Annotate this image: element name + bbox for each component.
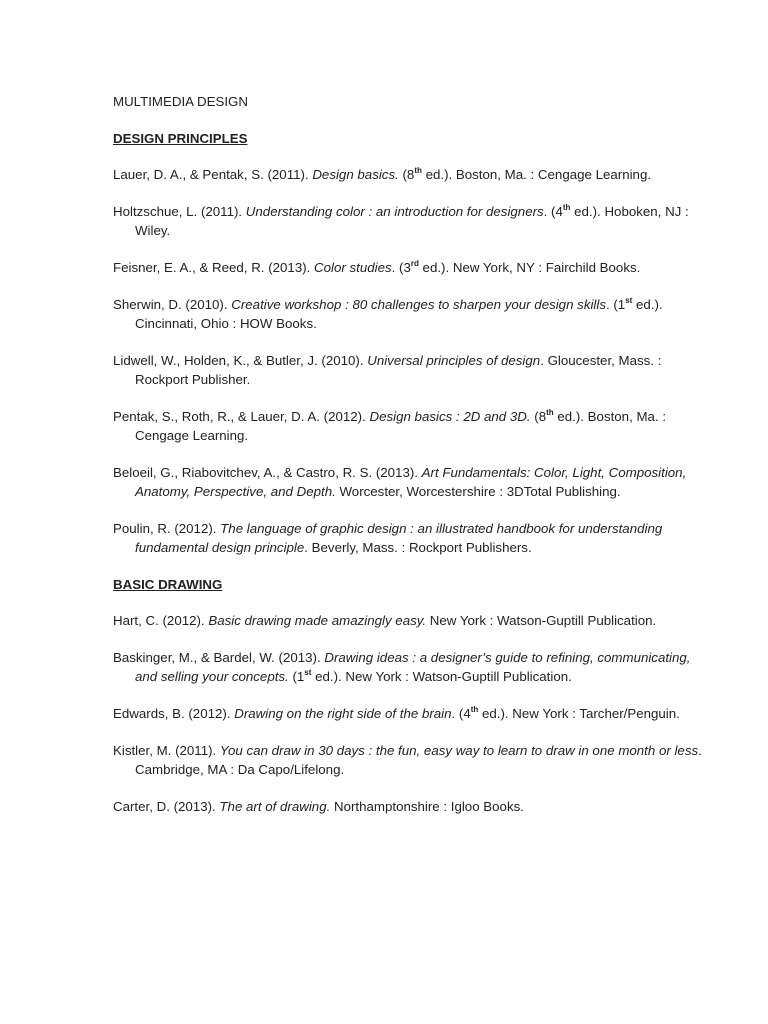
- reference-title: Universal principles of design: [367, 353, 541, 368]
- section-design-principles: [113, 129, 713, 557]
- reference-authors: Feisner, E. A., & Reed, R. (2013).: [113, 260, 315, 275]
- reference-authors: Beloeil, G., Riabovitchev, A., & Castro, R. S. (2013).: [113, 465, 422, 480]
- reference-entry: [113, 202, 713, 240]
- reference-title: Creative workshop : 80 challenges to sharpen your design skills: [231, 297, 606, 312]
- reference-publisher: ed.). New York : Tarcher/Penguin.: [478, 706, 680, 721]
- reference-title: Understanding color : an introduction for designers: [245, 204, 544, 219]
- reference-details: (8: [530, 409, 547, 424]
- reference-list: [113, 165, 713, 557]
- reference-publisher: ed.). New York, NY : Fairchild Books.: [418, 260, 641, 275]
- reference-details: Northamptonshire : Igloo Books.: [330, 799, 524, 814]
- reference-entry: [113, 165, 713, 184]
- edition-superscript: th: [470, 705, 479, 714]
- reference-authors: Lauer, D. A., & Pentak, S. (2011).: [113, 167, 313, 182]
- reference-entry: [113, 797, 713, 816]
- reference-publisher: ed.). New York : Watson-Guptill Publication.: [311, 669, 572, 684]
- reference-authors: Kistler, M. (2011).: [113, 743, 220, 758]
- reference-authors: Edwards, B. (2012).: [113, 706, 235, 721]
- reference-details: . Cambridge, MA : Da Capo/Lifelong.: [135, 743, 702, 777]
- document-title: MULTIMEDIA DESIGN: [113, 94, 248, 109]
- reference-authors: Sherwin, D. (2010).: [113, 297, 232, 312]
- reference-details: . Gloucester, Mass. : Rockport Publisher.: [135, 353, 662, 387]
- reference-title: Basic drawing made amazingly easy.: [208, 613, 427, 628]
- document-body: [113, 92, 713, 834]
- reference-title: Drawing ideas : a designer’s guide to refining, communicating, and selling your concepts.: [135, 650, 691, 684]
- reference-entry: [113, 611, 713, 630]
- edition-superscript: st: [304, 668, 312, 677]
- reference-entry: [113, 463, 713, 501]
- reference-entry: [113, 704, 713, 723]
- reference-details: . (1: [605, 297, 626, 312]
- reference-title: Color studies: [314, 260, 392, 275]
- reference-publisher: ed.). Cincinnati, Ohio : HOW Books.: [135, 297, 663, 331]
- edition-superscript: th: [562, 203, 571, 212]
- reference-title: Art Fundamentals: Color, Light, Composition, Anatomy, Perspective, and Depth.: [135, 465, 687, 499]
- section-heading: DESIGN PRINCIPLES: [113, 131, 248, 146]
- reference-entry: [113, 519, 713, 557]
- reference-title: Drawing on the right side of the brain: [234, 706, 452, 721]
- reference-details: . (4: [543, 204, 563, 219]
- reference-authors: Holtzschue, L. (2011).: [113, 204, 246, 219]
- section-heading: BASIC DRAWING: [113, 577, 223, 592]
- reference-details: . (3: [391, 260, 411, 275]
- section-basic-drawing: [113, 575, 713, 816]
- reference-title: You can draw in 30 days : the fun, easy way to learn to draw in one month or less: [219, 743, 699, 758]
- edition-superscript: st: [625, 296, 633, 305]
- reference-entry: [113, 295, 713, 333]
- reference-entry: [113, 258, 713, 277]
- reference-entry: [113, 741, 713, 779]
- reference-details: (8: [398, 167, 415, 182]
- reference-title: The art of drawing.: [219, 799, 331, 814]
- reference-authors: Baskinger, M., & Bardel, W. (2013).: [113, 650, 325, 665]
- reference-details: Worcester, Worcestershire : 3DTotal Publishing.: [335, 484, 621, 499]
- reference-details: . (4: [451, 706, 471, 721]
- reference-title: The language of graphic design : an illustrated handbook for understanding fundamental design principle: [135, 521, 663, 555]
- reference-details: New York : Watson-Guptill Publication.: [426, 613, 657, 628]
- edition-superscript: th: [546, 408, 554, 417]
- reference-details: . Beverly, Mass. : Rockport Publishers.: [304, 540, 532, 555]
- edition-superscript: th: [414, 166, 422, 175]
- reference-details: (1: [288, 669, 305, 684]
- reference-title: Design basics.: [312, 167, 399, 182]
- reference-entry: [113, 648, 713, 686]
- reference-entry: [113, 351, 713, 389]
- reference-publisher: ed.). Hoboken, NJ : Wiley.: [135, 204, 689, 238]
- edition-superscript: rd: [410, 259, 419, 268]
- reference-list: [113, 611, 713, 816]
- reference-publisher: ed.). Boston, Ma. : Cengage Learning.: [135, 409, 667, 443]
- reference-authors: Hart, C. (2012).: [113, 613, 209, 628]
- reference-publisher: ed.). Boston, Ma. : Cengage Learning.: [421, 167, 652, 182]
- reference-entry: [113, 407, 713, 445]
- reference-authors: Poulin, R. (2012).: [113, 521, 221, 536]
- reference-authors: Carter, D. (2013).: [113, 799, 220, 814]
- reference-authors: Lidwell, W., Holden, K., & Butler, J. (2010).: [113, 353, 368, 368]
- reference-title: Design basics : 2D and 3D.: [369, 409, 531, 424]
- reference-authors: Pentak, S., Roth, R., & Lauer, D. A. (2012).: [113, 409, 370, 424]
